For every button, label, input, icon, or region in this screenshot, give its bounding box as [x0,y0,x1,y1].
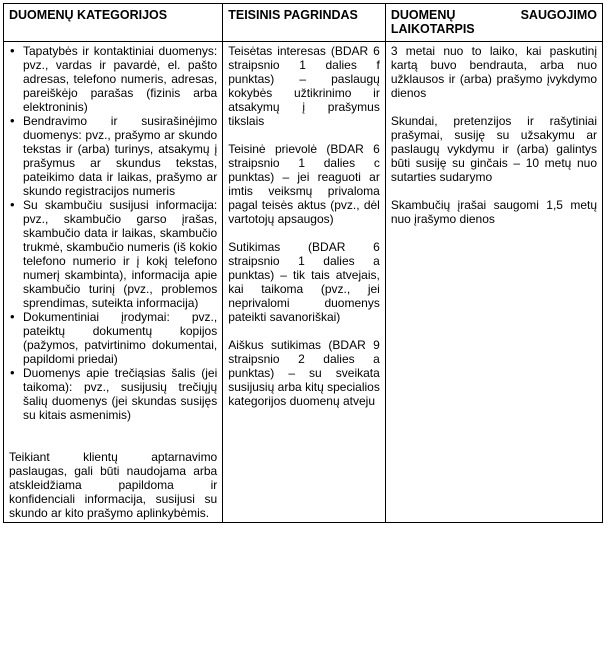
category-item: • Su skambučiu susijusi informacija: pvz., skambučio garso įrašas, skambučio data ir laikas, skambučio trukmė, skambučio numeris (iš kokio telefono numerio ir į kokį telefono numerį skambinta), informacija apie skambučio turinį (pvz., problemos sprendimas, suteikta informacija) [9,198,217,310]
header-col3-line1 [391,8,597,22]
header-col1-text: DUOMENŲ KATEGORIJOS [9,8,168,22]
header-retention-period [385,4,602,42]
legal-basis-item: Teisėtas interesas (BDAR 6 straipsnio 1 dalies f punktas) – paslaugų kokybės užtikrinimo ir atsakymų į prašymus tikslais [228,44,380,128]
cell-data-categories [4,42,223,523]
table-header-row [4,4,603,42]
header-legal-basis [223,4,386,42]
categories-list [9,44,217,422]
category-item: • Tapatybės ir kontaktiniai duomenys: pvz., vardas ir pavardė, el. pašto adresas, telefono numeris, adresas, pareiškėjo parašas (fizinis arba elektroninis) [9,44,217,114]
category-item: • Bendravimo ir susirašinėjimo duomenys: pvz., prašymo ar skundo tekstas ir (arba) turinys, atsakymų į prašymus ar skundus tekstas, pateikimo data ir laikas, prašymo ar skundo registracijos numeris [9,114,217,198]
header-col2-text: TEISINIS PAGRINDAS [228,8,358,22]
cell-retention-period [385,42,602,523]
retention-item: Skundai, pretenzijos ir rašytiniai prašymai, susiję su užsakymu ar paslaugų vykdymu ir (arba) galintys būti susiję su ginčais – 10 metų nuo sutarties sudarymo [390,114,597,184]
retention-item: 3 metai nuo to laiko, kai paskutinį kartą buvo bendrauta, arba nuo užklausos ir (arba) prašymo įvykdymo dienos [390,44,597,100]
header-col3-word1: DUOMENŲ [390,8,456,22]
table-body-row [4,42,603,523]
categories-note: Teikiant klientų aptarnavimo paslaugas, gali būti naudojama arba atskleidžiama papildoma ir konfidenciali informacija, susijusi su skundo ar kito prašymo aplinkybėmis. [9,450,218,520]
retention-item: Skambučių įrašai saugomi 1,5 metų nuo įrašymo dienos [390,198,597,226]
data-retention-table [3,3,603,523]
cell-legal-basis [223,42,386,523]
legal-basis-item: Sutikimas (BDAR 6 straipsnio 1 dalies a punktas) – tik tais atvejais, kai taikoma (pvz., jei neprivalomi duomenys pateikti savanoriškai) [228,240,380,324]
header-col3-line2: LAIKOTARPIS [390,22,475,36]
header-col3-word2: SAUGOJIMO [520,8,597,22]
legal-basis-item: Aiškus sutikimas (BDAR 9 straipsnio 2 dalies a punktas) – su sveikata susijusių arba kitų specialios kategorijos duomenų atveju [228,338,380,408]
header-data-categories [4,4,223,42]
category-item: • Dokumentiniai įrodymai: pvz., pateiktų dokumentų kopijos (pažymos, patvirtinimo dokumentai, papildomi priedai) [9,310,217,366]
category-item: • Duomenys apie trečiąsias šalis (jei taikoma): pvz., susijusių trečiųjų šalių duomenys (jei skundas susijęs su kitais asmenimis) [9,366,217,422]
legal-basis-item: Teisinė prievolė (BDAR 6 straipsnio 1 dalies c punktas) – jei reaguoti ar imtis veiksmų privaloma pagal teisės aktus (pvz., dėl vartotojų apsaugos) [228,142,380,226]
